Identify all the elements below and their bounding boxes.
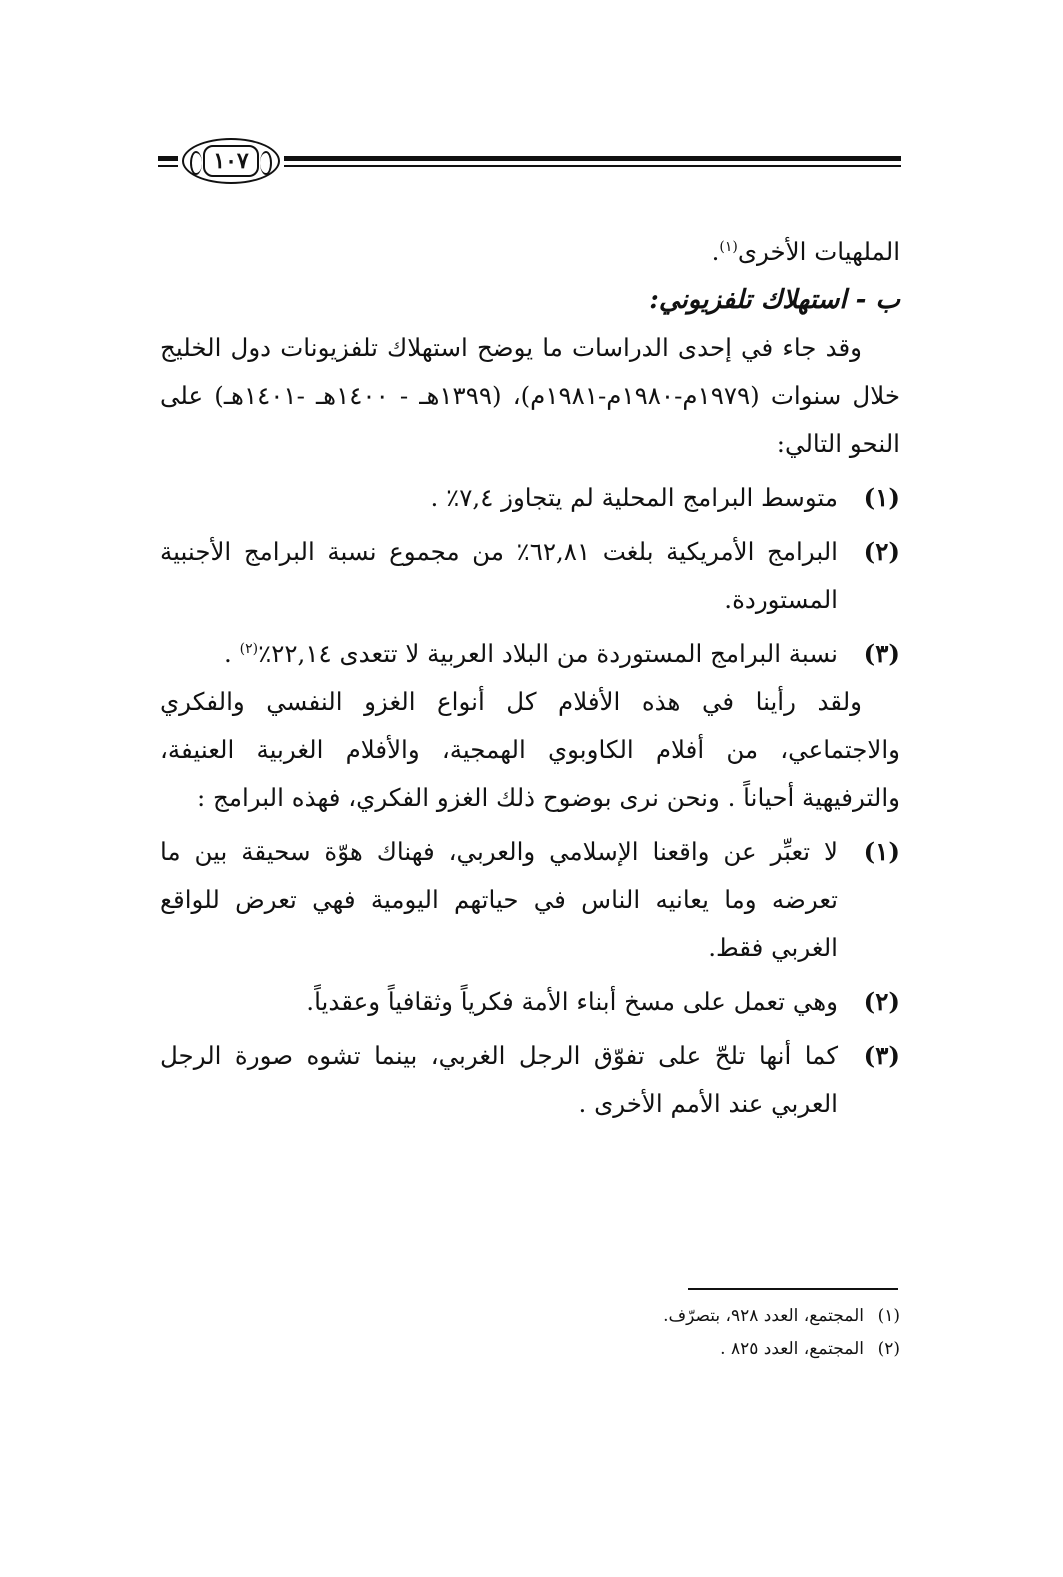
- ornament-curl-icon: [190, 151, 202, 175]
- list-text: متوسط البرامج المحلية لم يتجاوز ٧,٤٪ .: [430, 483, 838, 512]
- list-text: البرامج الأمريكية بلغت ٦٢,٨١٪ من مجموع نسبة البرامج الأجنبية المستوردة.: [160, 537, 838, 614]
- intro-paragraph: وقد جاء في إحدى الدراسات ما يوضح استهلاك تلفزيونات دول الخليج خلال سنوات (١٩٧٩م-١٩٨٠م-١٩٨١م)، (١٣٩٩هـ - ١٤٠٠هـ -١٤٠١هـ) على النحو التالي:: [160, 333, 900, 458]
- footnotes: [160, 1288, 900, 1366]
- footnote-divider: [688, 1288, 898, 1290]
- list-number: (٢): [863, 987, 900, 1016]
- list-item: [160, 474, 900, 522]
- list-text: لا تعبِّر عن واقعنا الإسلامي والعربي، فهناك هوّة سحيقة بين ما تعرضه وما يعانيه الناس في حياتهم اليومية فهي تعرض للواقع الغربي فقط.: [160, 837, 838, 962]
- footnote-ref[interactable]: (٢): [239, 640, 259, 657]
- list-number: (٢): [863, 537, 900, 566]
- page-header: [158, 138, 901, 186]
- page-body: [160, 228, 900, 1128]
- footnote-text: المجتمع، العدد ٩٢٨، بتصرّف.: [663, 1306, 864, 1326]
- list-number: (١): [863, 483, 900, 512]
- list-text: وهي تعمل على مسخ أبناء الأمة فكرياً وثقافياً وعقدياً.: [306, 987, 838, 1016]
- header-rule-left: [158, 156, 178, 161]
- list-item: [160, 828, 900, 972]
- header-rule-thick: [284, 156, 901, 161]
- list-text: نسبة البرامج المستوردة من البلاد العربية لا تتعدى ٢٢,١٤٪$^{(٢)}$ .: [224, 639, 838, 668]
- list-number: (٣): [863, 639, 900, 668]
- section-heading: ب - استهلاك تلفزيوني:: [649, 285, 900, 315]
- list-number: (١): [863, 837, 900, 866]
- critique-list: [160, 828, 900, 1128]
- second-paragraph: ولقد رأينا في هذه الأفلام كل أنواع الغزو النفسي والفكري والاجتماعي، من أفلام الكاوبوي الهمجية، والأفلام الغربية العنيفة، والترفيهية أحياناً . ونحن نرى بوضوح ذلك الغزو الفكري، فهذه البرامج :: [160, 687, 900, 812]
- footnote: [160, 1300, 900, 1333]
- footnote-number: (١): [877, 1306, 900, 1326]
- list-item: [160, 1032, 900, 1128]
- footnote-number: (٢): [877, 1339, 900, 1359]
- list-item: [160, 978, 900, 1026]
- page-number: ١٠٧: [203, 145, 258, 177]
- header-rule-left-thin: [158, 165, 178, 167]
- list-item: [160, 630, 900, 678]
- opening-line: الملهيات الأخرى$^{(١)}$.: [711, 237, 900, 266]
- footnote: [160, 1333, 900, 1366]
- header-rule-thin: [284, 165, 901, 167]
- list-item: [160, 528, 900, 624]
- footnote-ref[interactable]: (١): [719, 238, 738, 255]
- ornament-curl-icon: [260, 151, 272, 175]
- page-number-ornament: [182, 138, 280, 184]
- list-number: (٣): [863, 1041, 900, 1070]
- list-text: كما أنها تلحّ على تفوّق الرجل الغربي، بينما تشوه صورة الرجل العربي عند الأمم الأخرى .: [160, 1041, 838, 1118]
- stats-list: [160, 474, 900, 678]
- footnote-text: المجتمع، العدد ٨٢٥ .: [720, 1339, 864, 1359]
